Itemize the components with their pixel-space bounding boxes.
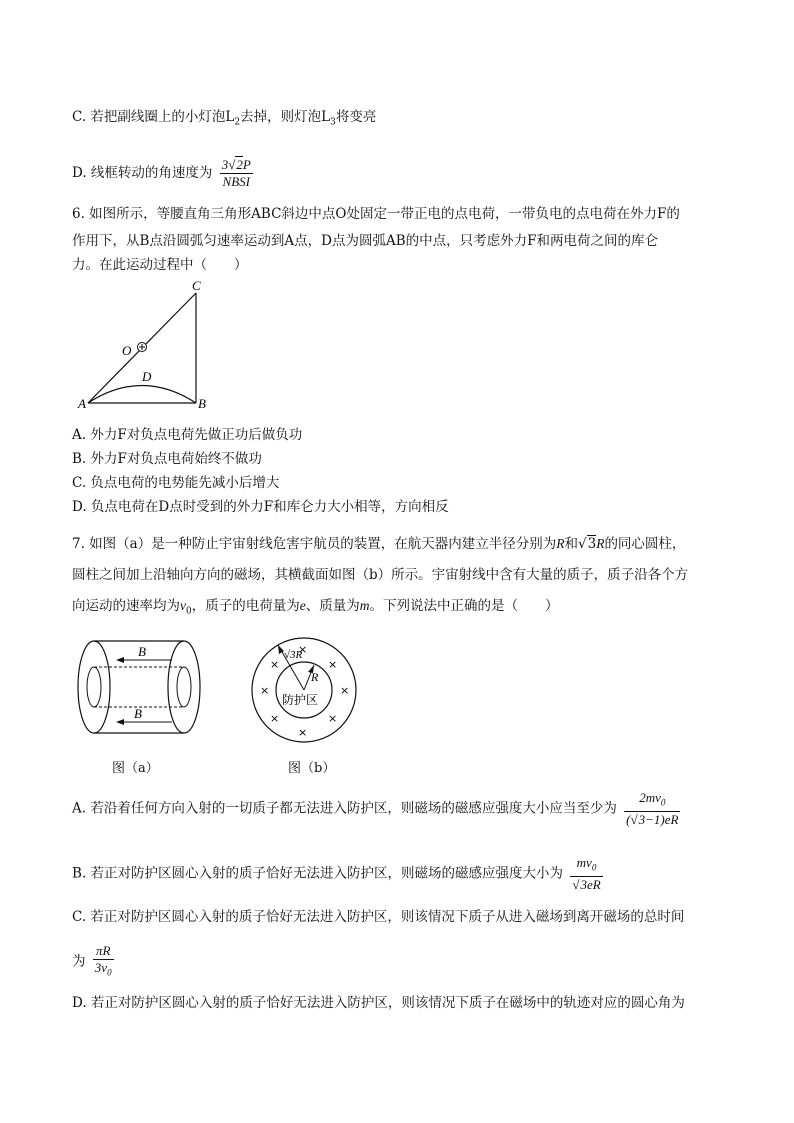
- label-inner-radius: R: [311, 670, 319, 684]
- svg-text:×: ×: [298, 726, 308, 739]
- svg-text:×: ×: [298, 643, 308, 656]
- q6-option-c: C. 负点电荷的电势能先减小后增大: [72, 475, 280, 491]
- q7-stem-line2: 圆柱之间加上沿轴向方向的磁场，其横截面如图（b）所示。宇宙射线中含有大量的质子，质子沿各个方: [72, 567, 689, 583]
- q6-stem-line2: 作用下，从B点沿圆弧匀速率运动到A点，D点为圆弧AB的中点，只考虑外力F和两电荷之间的库仑: [72, 233, 659, 249]
- q6-option-d: D. 负点电荷在D点时受到的外力F和库仑力大小相等，方向相反: [72, 499, 449, 515]
- fig-b-caption: 图（b）: [288, 761, 336, 776]
- svg-text:×: ×: [260, 684, 270, 697]
- q7-figure-a-cylinder: [72, 632, 212, 747]
- svg-text:×: ×: [328, 712, 338, 725]
- prev-option-c: C. 若把副线圈上的小灯泡$L_2$去掉，则灯泡$L_3$将变亮: [72, 109, 377, 128]
- q6-stem-line1: 6. 如图所示，等腰直角三角形ABC斜边中点O处固定一带正电的点电荷，一带负电的点电荷在外力F的: [72, 206, 680, 222]
- svg-text:×: ×: [270, 712, 280, 725]
- label-b-top: B: [138, 644, 146, 659]
- q7-option-c-line1: C. 若正对防护区圆心入射的质子恰好无法进入防护区，则该情况下质子从进入磁场到离开磁场的总时间: [72, 909, 685, 925]
- label-a: A: [78, 396, 86, 411]
- angular-velocity-fraction: $\frac{3√2P}{\text{NBSI}}$: [221, 157, 251, 189]
- q7-stem-line1: 7. 如图（a）是一种防止宇宙射线危害宇航员的装置，在航天器内建立半径分别为R和√3R的同心圆柱，: [72, 536, 686, 552]
- prev-option-d: D. 线框转动的角速度为 $\frac{3√2P}{\text{NBSI}}$: [72, 157, 251, 189]
- svg-text:×: ×: [270, 658, 280, 671]
- arc-ab: [88, 386, 196, 404]
- svg-text:×: ×: [340, 684, 350, 697]
- q6-option-a: A. 外力F对负点电荷先做正功后做负功: [72, 427, 303, 443]
- q7-option-c-line2: 为 $\frac{\pi R}{3v_0}$: [72, 943, 112, 978]
- q6-stem-line3: 力。在此运动过程中（ ）: [72, 257, 248, 273]
- label-d: D: [142, 369, 152, 384]
- label-outer-radius: √3R: [284, 649, 303, 661]
- q6-triangle-figure: [70, 278, 220, 413]
- fig-a-caption: 图（a）: [112, 761, 159, 776]
- label-b-bottom: B: [134, 706, 142, 721]
- q7-figure-b-cross-section: [248, 634, 363, 749]
- q7-option-d: D. 若正对防护区圆心入射的质子恰好无法进入防护区，则该情况下质子在磁场中的轨迹对应的圆心角为: [72, 995, 685, 1011]
- q7-option-a: A. 若沿着任何方向入射的一切质子都无法进入防护区，则磁场的磁感应强度大小应当至少为 $\frac{2mv_0}{(√3-1)eR}$: [72, 790, 679, 827]
- magnetic-cross-marks: [260, 643, 349, 739]
- label-b: B: [198, 396, 206, 411]
- label-o: O: [122, 343, 132, 358]
- q6-option-b: B. 外力F对负点电荷始终不做功: [72, 451, 262, 467]
- label-protection-zone: 防护区: [282, 693, 319, 707]
- label-c: C: [192, 278, 201, 293]
- q7-stem-line3: 向运动的速率均为$v_0$，质子的电荷量为e、质量为m。下列说法中正确的是（ ）: [72, 598, 559, 617]
- svg-text:×: ×: [328, 658, 338, 671]
- q7-option-b: B. 若正对防护区圆心入射的质子恰好无法进入防护区，则磁场的磁感应强度大小为 $\frac{mv_0}{√3eR}$: [72, 855, 601, 892]
